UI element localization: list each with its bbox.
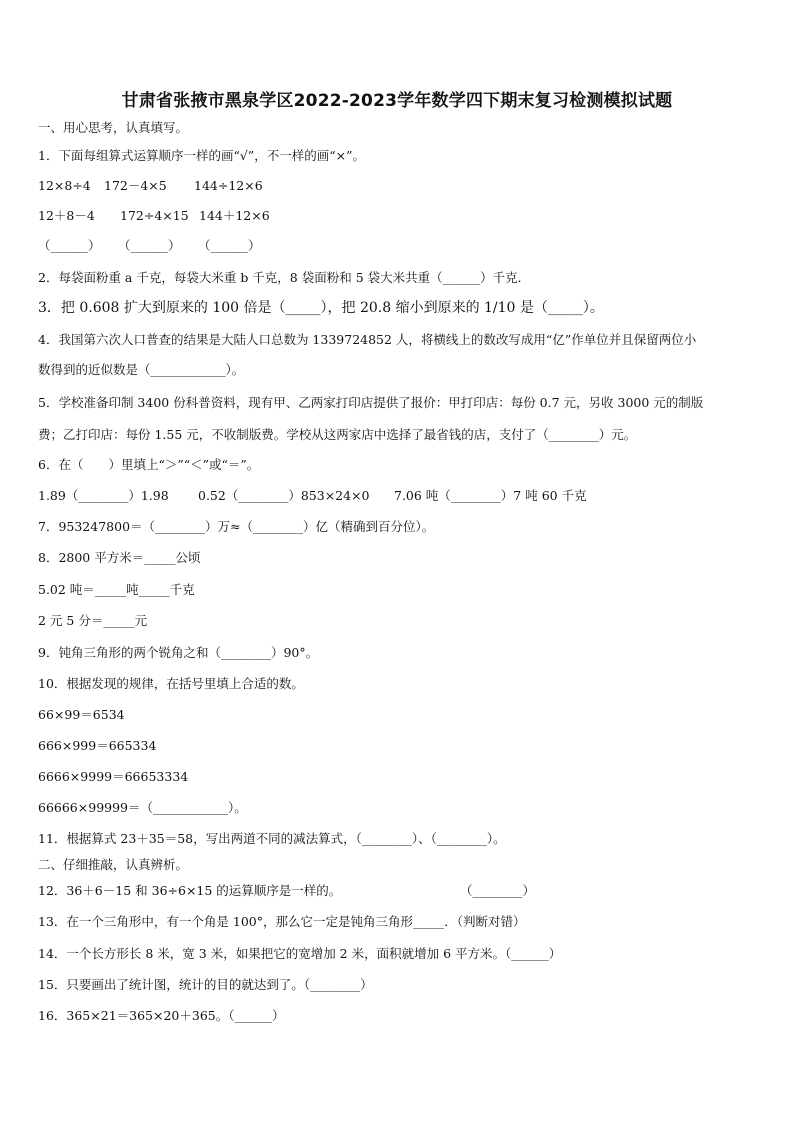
expression: 144÷12×6	[194, 178, 263, 193]
answer-blank[interactable]: （________）	[460, 883, 536, 898]
expression: 144＋12×6	[199, 208, 270, 223]
question-16: 16．365×21＝365×20＋365。（______）	[38, 1008, 285, 1023]
question-1-row-2	[38, 208, 270, 224]
question-4-line-2: 数得到的近似数是（____________）。	[38, 362, 245, 377]
question-5-line-2: 费；乙打印店：每份 1.55 元，不收制版费。学校从这两家店中选择了最省钱的店，支付了（________）元。	[38, 427, 637, 442]
question-10-line: 666×999＝665334	[38, 738, 157, 753]
expression: 172－4×5	[104, 178, 167, 193]
section-heading-2: 二、仔细推敲，认真辨析。	[38, 857, 189, 872]
question-6-items	[38, 488, 587, 504]
page-title: 甘肃省张掖市黑泉学区2022-2023学年数学四下期末复习检测模拟试题	[121, 91, 673, 111]
question-9: 9．钝角三角形的两个锐角之和（________）90°。	[38, 645, 319, 660]
comparison-item: 1.89（________）1.98	[38, 488, 169, 503]
question-1-prompt: 1．下面每组算式运算顺序一样的画“√”，不一样的画“×”。	[38, 148, 365, 163]
question-10-prompt: 10．根据发现的规律，在括号里填上合适的数。	[38, 676, 304, 691]
question-3: 3．把 0.608 扩大到原来的 100 倍是（_____），把 20.8 缩小到原来的 1/10 是（_____）。	[38, 300, 604, 316]
question-5-line-1: 5．学校准备印制 3400 份科普资料，现有甲、乙两家打印店提供了报价：甲打印店：每份 0.7 元，另收 3000 元的制版	[38, 395, 704, 410]
question-15: 15．只要画出了统计图，统计的目的就达到了。（________）	[38, 977, 373, 992]
question-10-line: 6666×9999＝66653334	[38, 769, 189, 784]
question-2: 2．每袋面粉重 a 千克，每袋大米重 b 千克，8 袋面粉和 5 袋大米共重（______）千克．	[38, 270, 531, 285]
expression: 12＋8－4	[38, 208, 95, 223]
question-8-line-3: 2 元 5 分＝_____元	[38, 613, 148, 628]
section-heading-1: 一、用心思考，认真填写。	[38, 120, 189, 135]
comparison-item: 7.06 吨（________）7 吨 60 千克	[394, 488, 587, 503]
question-6-prompt: 6．在（ ）里填上“＞”“＜”或“＝”。	[38, 457, 260, 472]
question-4-line-1: 4．我国第六次人口普查的结果是大陆人口总数为 1339724852 人，将横线上的数改写成用“亿”作单位并且保留两位小	[38, 332, 697, 347]
answer-blank[interactable]: （______）	[38, 238, 101, 253]
question-13: 13．在一个三角形中，有一个角是 100°，那么它一定是钝角三角形_____．（判断对错）	[38, 914, 526, 929]
question-14: 14．一个长方形长 8 米，宽 3 米，如果把它的宽增加 2 米，面积就增加 6 平方米。（______）	[38, 946, 562, 961]
question-12-text: 12．36＋6－15 和 36÷6×15 的运算顺序是一样的。	[38, 883, 342, 898]
question-8-line-2: 5.02 吨＝_____吨_____千克	[38, 582, 195, 597]
question-10-line: 66×99＝6534	[38, 707, 125, 722]
question-1-row-1	[38, 178, 263, 194]
question-12	[38, 883, 535, 899]
expression: 12×8÷4	[38, 178, 91, 193]
question-8-line-1: 8．2800 平方米＝_____公顷	[38, 550, 201, 565]
question-7: 7．953247800＝（________）万≈（________）亿（精确到百分位）。	[38, 519, 435, 534]
answer-blank[interactable]: （______）	[118, 238, 181, 253]
question-1-answers	[38, 238, 261, 254]
answer-blank[interactable]: （______）	[198, 238, 261, 253]
question-11: 11．根据算式 23＋35＝58，写出两道不同的减法算式，（________）、（________）。	[38, 831, 506, 846]
comparison-item: 0.52（________）853×24×0	[198, 488, 370, 503]
question-10-line: 66666×99999＝（____________）。	[38, 800, 247, 815]
expression: 172÷4×15	[120, 208, 189, 223]
